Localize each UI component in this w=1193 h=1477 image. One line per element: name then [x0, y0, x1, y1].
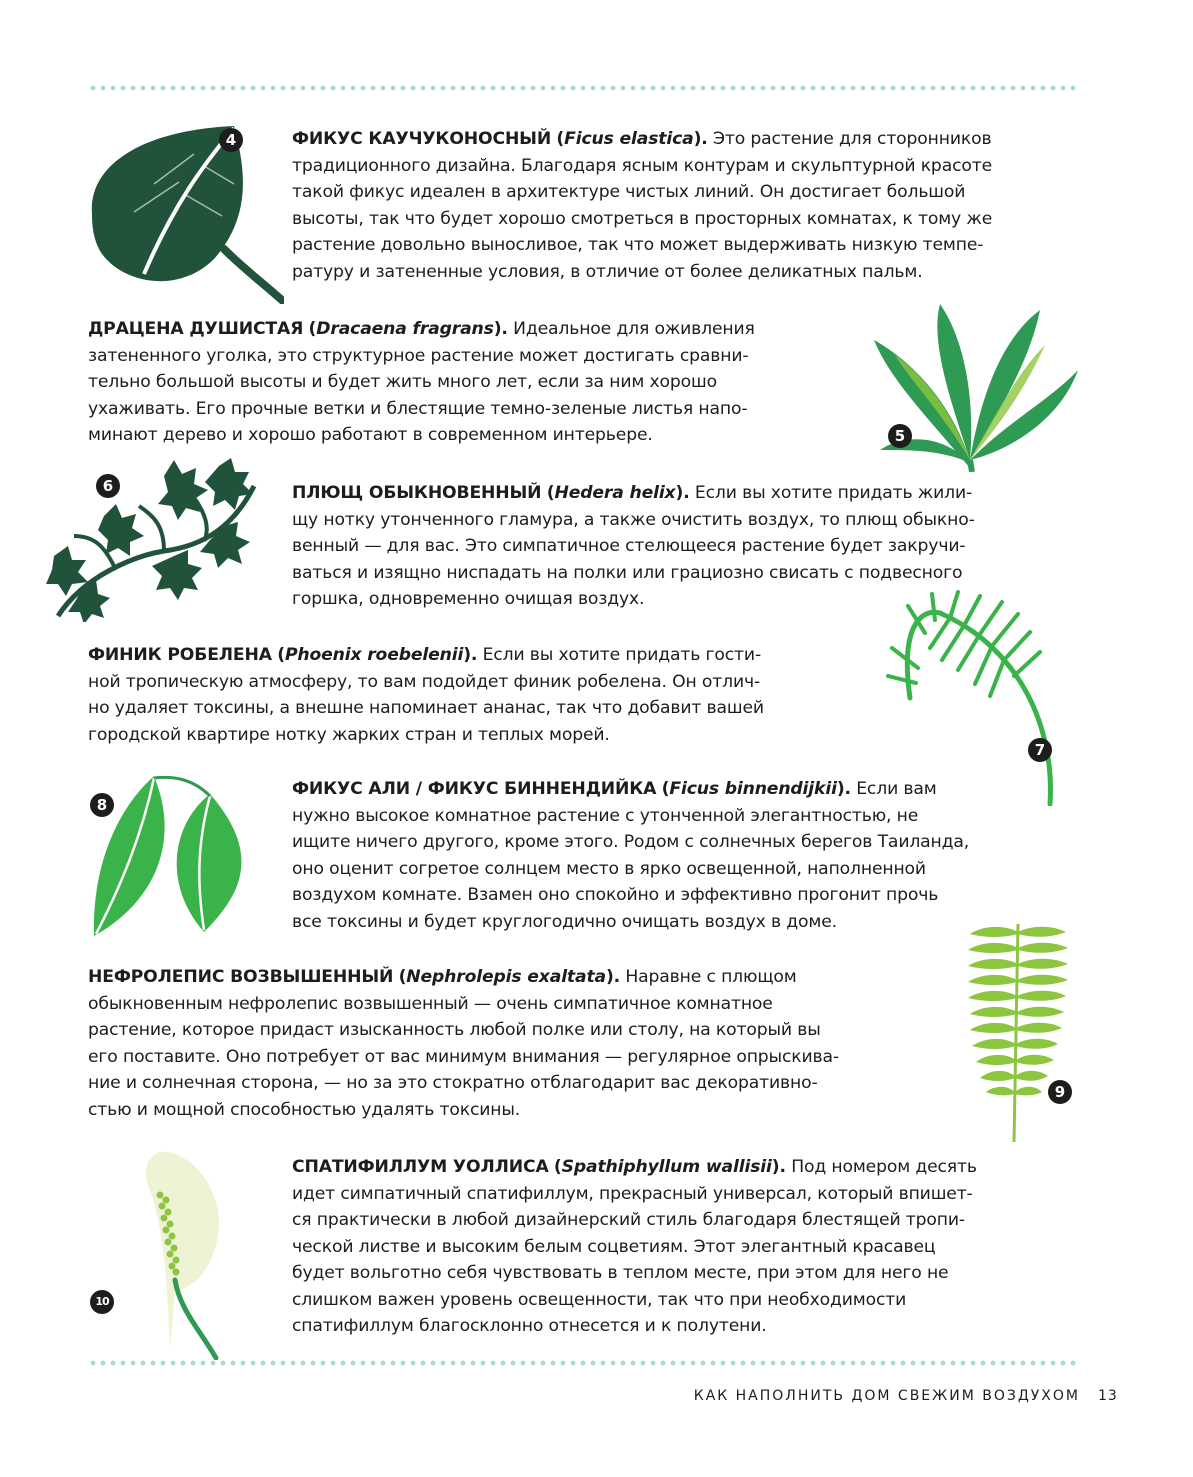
number-badge-6: 6: [96, 474, 120, 498]
top-dotted-divider: [88, 84, 1078, 92]
plant-name: ПЛЮЩ ОБЫКНОВЕННЫЙ: [292, 483, 542, 503]
number-badge-7: 7: [1028, 738, 1052, 762]
number-badge-8: 8: [90, 793, 114, 817]
entry-ficus-elastica: ФИКУС КАУЧУКОНОСНЫЙ (Ficus elastica). Это растение для сторонников традиционного дизайна. Благодаря ясным контурам и скульптурной красоте такой фикус идеален в архитектуре чистых линий. Он достигает большой высоты, так что будет хорошо смотреться в просторных комнатах, к тому же растение довольно выносливое, так что может выдерживать низкую темпе- ратуру и затененные условия, в отличие от более деликатных пальм.: [292, 129, 993, 282]
latin-name: Spathiphyllum wallisii: [561, 1157, 772, 1177]
plant-name: ФИКУС АЛИ / ФИКУС БИННЕНДИЙКА: [292, 779, 657, 799]
plant-name: ФИНИК РОБЕЛЕНА: [88, 645, 272, 665]
entry-dracaena-fragrans: ДРАЦЕНА ДУШИСТАЯ (Dracaena fragrans). Идеальное для оживления затененного уголка, это структурное растение может достигать сравни- тельно большой высоты и будет жить много лет, если за ним хорошо ухаживать. Его прочные ветки и блестящие темно-зеленые листья напо- минают дерево и хорошо работают в современном интерьере.: [88, 319, 755, 445]
entry-spathiphyllum-wallisii: СПАТИФИЛЛУМ УОЛЛИСА (Spathiphyllum wallisii). Под номером десять идет симпатичный спатифиллум, прекрасный универсал, который впишет- ся практически в любой дизайнерский стиль благодаря блестящей тропи- ческой листве и высоким белым соцветиям. Этот элегантный красавец будет вольготно себя чувствовать в теплом месте, при этом для него не слишком важен уровень освещенности, так что при необходимости спатифиллум благосклонно отнесется и к полутени.: [292, 1157, 977, 1336]
running-footer-title: КАК НАПОЛНИТЬ ДОМ СВЕЖИМ ВОЗДУХОМ: [693, 1388, 1080, 1404]
nephrolepis-fern-illustration: [962, 920, 1072, 1144]
latin-name: Hedera helix: [554, 483, 676, 503]
ivy-illustration: [44, 456, 269, 622]
number-badge-10: 10: [90, 1290, 114, 1314]
plant-name: ФИКУС КАУЧУКОНОСНЫЙ: [292, 129, 552, 149]
entry-ficus-binnendijkii: ФИКУС АЛИ / ФИКУС БИННЕНДИЙКА (Ficus binnendijkii). Если вам нужно высокое комнатное растение с утонченной элегантностью, не ищите ничего другого, кроме этого. Родом с солнечных берегов Таиланда, оно оценит согретое солнцем место в ярко освещенной, наполненной воздухом комнате. Взамен оно спокойно и эффективно прогонит прочь все токсины и будет круглогодично очищать воздух в доме.: [292, 779, 970, 932]
number-badge-9: 9: [1048, 1080, 1072, 1104]
entry-nephrolepis-exaltata: НЕФРОЛЕПИС ВОЗВЫШЕННЫЙ (Nephrolepis exaltata). Наравне с плющом обыкновенным нефролепис возвышенный — очень симпатичное комнатное растение, которое придаст изысканность любой полке или столу, на который вы его поставите. Оно потребует от вас минимум внимания — регулярное опрыскива- ние и солнечная сторона, — но за это стократно отблагодарит вас декоративно- стью и мощной способностью удалять токсины.: [88, 967, 839, 1120]
number-badge-4: 4: [219, 128, 243, 152]
latin-name: Ficus elastica: [564, 129, 694, 149]
latin-name: Dracaena fragrans: [316, 319, 494, 339]
plant-name: НЕФРОЛЕПИС ВОЗВЫШЕННЫЙ: [88, 967, 394, 987]
plant-name: ДРАЦЕНА ДУШИСТАЯ: [88, 319, 304, 339]
ficus-binnendijkii-illustration: [92, 774, 264, 940]
entry-phoenix-roebelenii: ФИНИК РОБЕЛЕНА (Phoenix roebelenii). Если вы хотите придать гости- ной тропическую атмосферу, то вам подойдет финик робелена. Он отлич- но удаляет токсины, а внешне напоминает ананас, так что добавит вашей городской квартире нотку жарких стран и теплых морей.: [88, 645, 764, 745]
bottom-dotted-divider: [88, 1359, 1078, 1367]
plant-name: СПАТИФИЛЛУМ УОЛЛИСА: [292, 1157, 549, 1177]
ficus-elastica-leaf-illustration: [84, 124, 284, 304]
number-badge-5: 5: [888, 424, 912, 448]
spathiphyllum-illustration: [120, 1150, 230, 1360]
phoenix-palm-frond-illustration: [880, 588, 1070, 806]
page-number: 13: [1098, 1388, 1118, 1404]
entry-hedera-helix: ПЛЮЩ ОБЫКНОВЕННЫЙ (Hedera helix). Если вы хотите придать жили- щу нотку утонченного гламура, а также очистить воздух, то плющ обыкно- венный — для вас. Это симпатичное стелющееся растение будет закручи- ваться и изящно ниспадать на полки или грациозно свисать с подвесного горшка, одновременно очищая воздух.: [292, 483, 975, 609]
latin-name: Ficus binnendijkii: [669, 779, 837, 799]
latin-name: Nephrolepis exaltata: [406, 967, 606, 987]
latin-name: Phoenix roebelenii: [284, 645, 464, 665]
